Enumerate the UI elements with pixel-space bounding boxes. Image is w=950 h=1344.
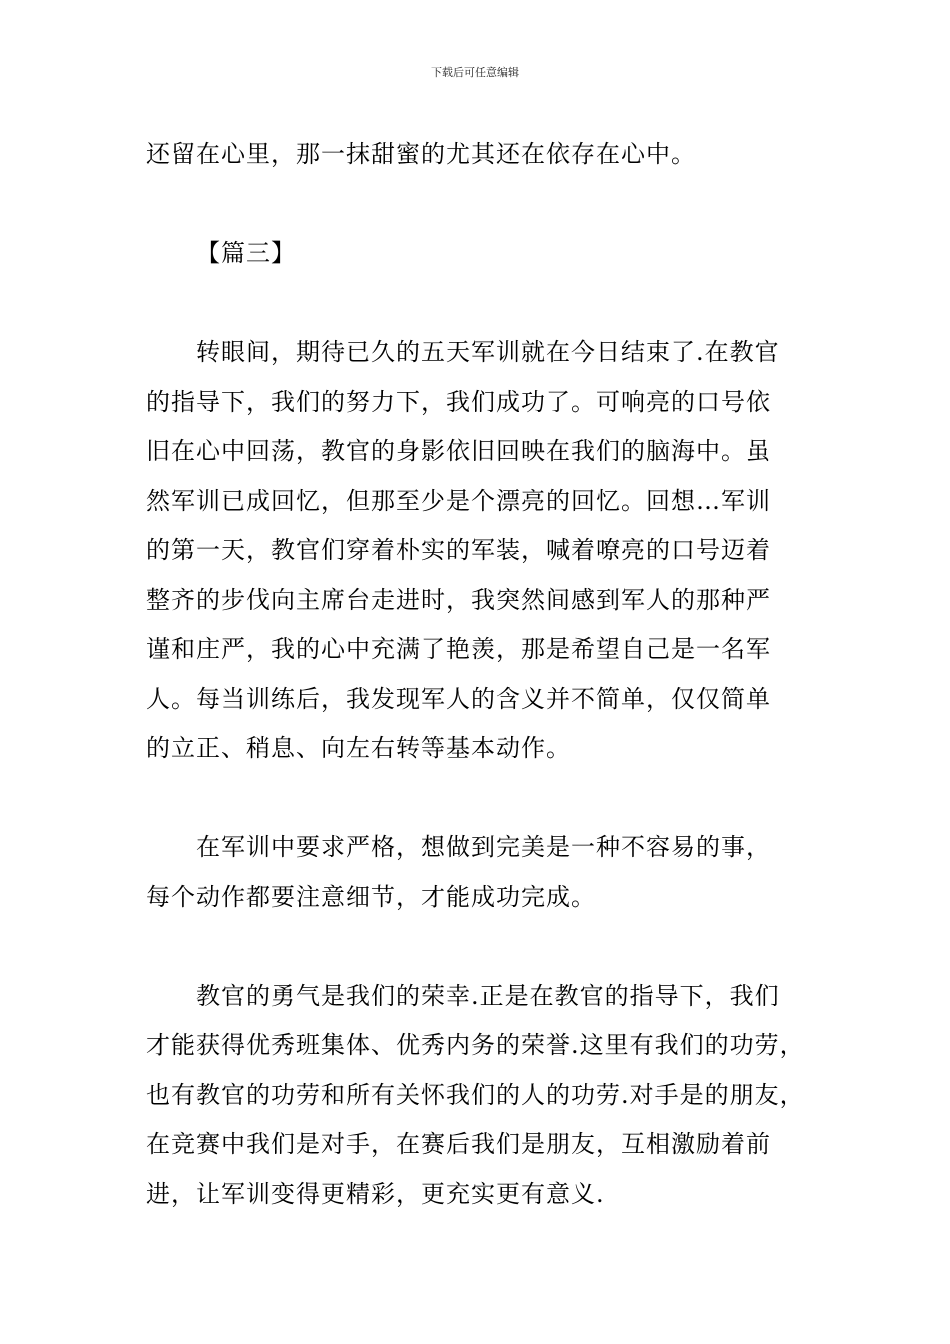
paragraph-2	[146, 823, 826, 922]
paragraph-continued	[146, 130, 826, 180]
text-line: 每个动作都要注意细节，才能成功完成。	[146, 882, 596, 911]
text-line: 然军训已成回忆，但那至少是个漂亮的回忆。回想…军训	[146, 486, 771, 515]
paragraph-1	[146, 328, 826, 774]
text-line: 的第一天，教官们穿着朴实的军装，喊着嘹亮的口号迈着	[146, 536, 771, 564]
section-heading	[146, 229, 826, 279]
document-body	[146, 130, 826, 1219]
text-line: 在竞赛中我们是对手，在赛后我们是朋友，互相激励着前	[146, 1130, 771, 1158]
text-line: 整齐的步伐向主席台走进时，我突然间感到军人的那种严	[146, 585, 771, 614]
text-line: 还留在心里，那一抹甜蜜的尤其还在依存在心中。	[146, 140, 696, 168]
text-line: 教官的勇气是我们的荣幸.正是在教官的指导下，我们	[196, 981, 780, 1010]
text-line: 旧在心中回荡，教官的身影依旧回映在我们的脑海中。虽	[146, 437, 771, 465]
page-header: 下载后可任意编辑	[431, 66, 519, 79]
text-line: 才能获得优秀班集体、优秀内务的荣誉.这里有我们的功劳，	[146, 1031, 805, 1059]
section-title: 【篇三】	[196, 239, 296, 267]
paragraph-3	[146, 972, 826, 1220]
text-line: 进，让军训变得更精彩，更充实更有意义.	[146, 1179, 605, 1208]
text-line: 的指导下，我们的努力下，我们成功了。可响亮的口号依	[146, 387, 771, 416]
text-line: 的立正、稍息、向左右转等基本动作。	[146, 734, 571, 762]
text-line: 人。每当训练后，我发现军人的含义并不简单，仅仅简单	[146, 684, 771, 713]
text-line: 转眼间，期待已久的五天军训就在今日结束了.在教官	[196, 338, 780, 366]
text-line: 也有教官的功劳和所有关怀我们的人的功劳.对手是的朋友，	[146, 1080, 805, 1109]
text-line: 在军训中要求严格，想做到完美是一种不容易的事，	[196, 833, 771, 861]
text-line: 谨和庄严，我的心中充满了艳羡，那是希望自己是一名军	[146, 635, 771, 663]
